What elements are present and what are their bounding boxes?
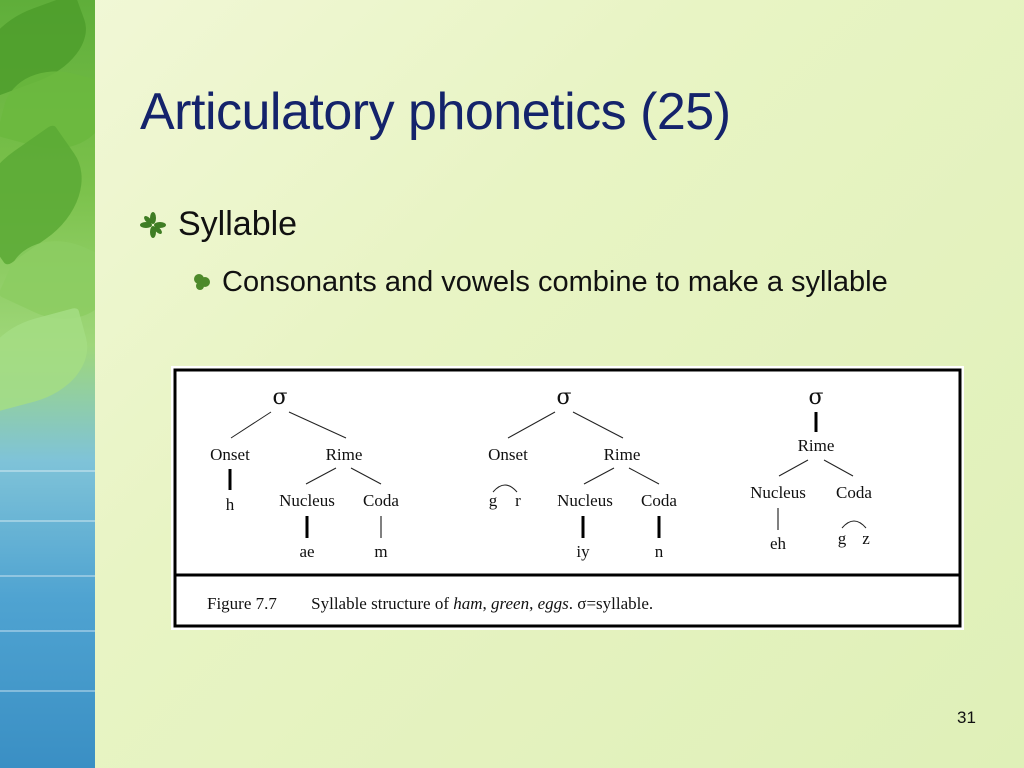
onset-segment-g: g	[488, 491, 498, 510]
onset-segment: h	[225, 495, 235, 514]
rime-node: Rime	[603, 445, 641, 464]
sigma-node: σ	[808, 385, 824, 410]
sub-bullet-text: Consonants and vowels combine to make a syllable	[222, 266, 888, 298]
syllable-structure-figure	[171, 366, 964, 630]
caption-label: Figure 7.7	[207, 594, 277, 613]
coda-node: Coda	[363, 491, 399, 510]
coda-segment-g: g	[837, 529, 847, 548]
nucleus-node: Nucleus	[557, 491, 613, 510]
coda-segment: m	[374, 542, 388, 561]
onset-segment-r: r	[515, 491, 521, 510]
star-leaf-bullet-icon	[140, 212, 166, 238]
caption-sigma-note: σ=syllable.	[577, 594, 654, 613]
slide-title: Articulatory phonetics (25)	[140, 83, 731, 141]
tree-eggs	[750, 385, 872, 553]
caption-text: Syllable structure of	[311, 594, 454, 613]
onset-node: Onset	[488, 445, 528, 464]
figure-caption: Figure 7.7 Syllable structure of ham, green, eggs. σ=syllable.	[207, 594, 654, 613]
caption-word-ham: ham	[453, 594, 483, 613]
caption-word-eggs: eggs	[537, 594, 569, 613]
sub-bullet-consonants	[192, 262, 912, 302]
caption-word-green: green	[491, 594, 530, 613]
tree-ham	[210, 385, 399, 561]
rime-node: Rime	[325, 445, 363, 464]
tree-green	[488, 385, 677, 561]
nucleus-segment: eh	[769, 534, 787, 553]
coda-node: Coda	[836, 483, 872, 502]
leaf-bullet-icon	[192, 272, 212, 292]
nucleus-segment: ae	[299, 542, 315, 561]
nucleus-node: Nucleus	[750, 483, 806, 502]
coda-segment: n	[654, 542, 664, 561]
sigma-node: σ	[272, 385, 288, 410]
onset-node: Onset	[210, 445, 250, 464]
rime-node: Rime	[797, 436, 835, 455]
bullet-text: Syllable	[178, 205, 298, 243]
coda-node: Coda	[641, 491, 677, 510]
syllable-tree-diagram	[171, 366, 964, 630]
bullet-syllable	[140, 205, 297, 244]
nucleus-segment: iy	[576, 542, 590, 561]
page-number: 31	[957, 708, 976, 727]
sigma-node: σ	[556, 385, 572, 410]
coda-segment-z: z	[862, 529, 870, 548]
nucleus-node: Nucleus	[279, 491, 335, 510]
decorative-leaf-strip	[0, 0, 95, 768]
